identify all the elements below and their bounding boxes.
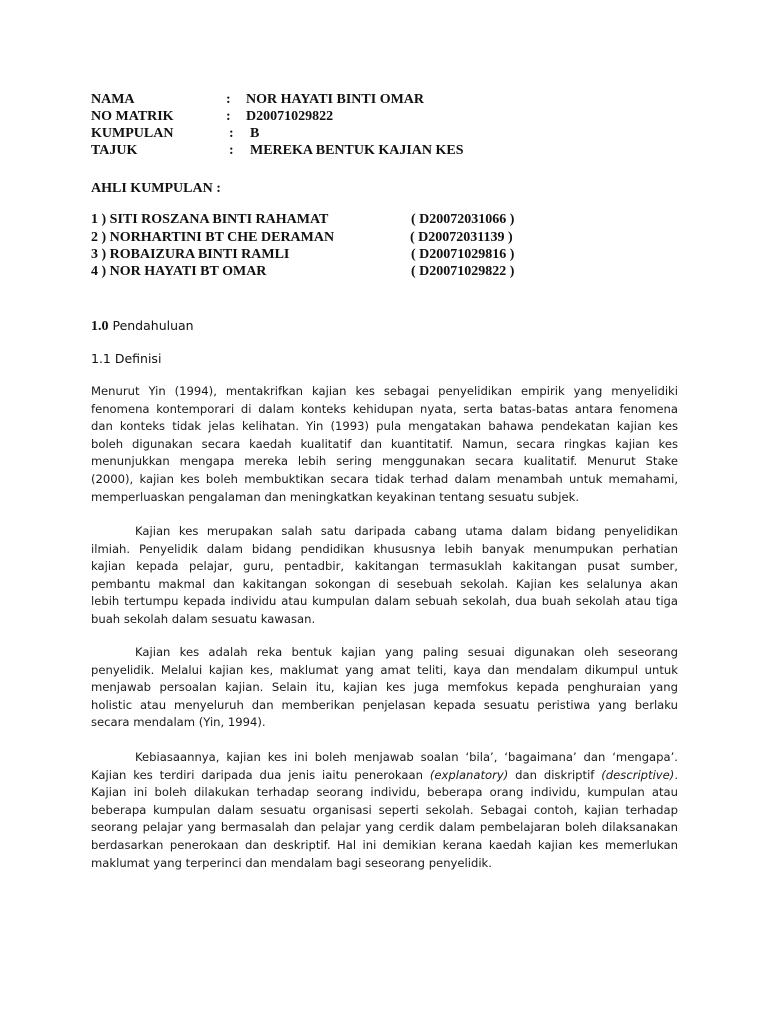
text-line: berdasarkan penerokaan dan deskriptif. Hal ini demikian kerana kaedah kajian kes memerlukan (91, 837, 678, 852)
members-title: AHLI KUMPULAN : (91, 181, 221, 196)
text-run: Kajian kes terdiri daripada dua jenis iaitu penerokaan (91, 767, 430, 782)
text-run: dan diskriptif (508, 767, 602, 782)
header-colon: : (226, 92, 231, 107)
text-line: secara mendalam (Yin, 1994). (91, 715, 266, 730)
text-line: ilmiah. Penyelidik dalam bidang pendidikan khususnya lebih banyak menumpukan perhatian (91, 541, 678, 556)
text-line: Kajian kes adalah reka bentuk kajian yang paling sesuai digunakan oleh seseorang (135, 645, 678, 659)
text-line: holistic atau menyeluruh dan memberikan penjelasan kepada sesuatu peristiwa yang berlaku (91, 697, 678, 712)
header-value: MEREKA BENTUK KAJIAN KES (250, 143, 464, 158)
header-key: NAMA (91, 92, 135, 107)
member-id: ( D20072031066 ) (411, 212, 515, 227)
text-line: buah sekolah dalam sesuatu kawasan. (91, 611, 316, 626)
paragraph-4 (91, 749, 678, 872)
text-line: seorang pelajar yang bermasalah dan pelajar yang cerdik dalam pembelajaran boleh dilaksanakan (91, 820, 678, 835)
text-line: pembantu makmal dan kakitangan sokongan di sesebuah sekolah. Kajian kes selalunya akan (91, 576, 678, 591)
header-colon: : (226, 109, 231, 124)
member-id: ( D20072031139 ) (410, 230, 513, 245)
text-line: lebih tertumpu kepada individu atau kumpulan dalam sebuah sekolah, dua buah sekolah atau tiga (91, 594, 678, 609)
paragraph-1 (91, 383, 678, 506)
header-key: TAJUK (91, 143, 138, 158)
text-line: fenomena kontemporari di dalam konteks kehidupan nyata, serta batas-batas antara fenomena (91, 401, 678, 416)
member-id: ( D20071029816 ) (411, 247, 515, 262)
member-name: 1 ) SITI ROSZANA BINTI RAHAMAT (91, 212, 329, 227)
text-line: (2000), kajian kes boleh membuktikan secara tidak terhad dalam menambah untuk memahami, (91, 471, 678, 486)
text-line: maklumat yang terperinci dan mendalam bagi seseorang penyelidik. (91, 855, 492, 870)
text-line: Kajian kes merupakan salah satu daripada cabang utama dalam bidang penyelidikan (135, 524, 678, 538)
header-key: NO MATRIK (91, 109, 174, 124)
paragraph-2 (91, 523, 678, 629)
text-run: . (674, 767, 679, 782)
member-name: 3 ) ROBAIZURA BINTI RAMLI (91, 247, 290, 262)
header-colon: : (229, 126, 234, 141)
member-name: 2 ) NORHARTINI BT CHE DERAMAN (91, 230, 335, 245)
text-line (91, 767, 678, 785)
header-value: D20071029822 (246, 109, 334, 124)
text-line: menunjukkan mengapa mereka lebih sering menggunakan secara kualitatif. Menurut Stake (91, 454, 678, 469)
text-line: memperluaskan pengalaman dan meningkatkan keyakinan tentang sesuatu subjek. (91, 489, 580, 504)
text-line: Kebiasaannya, kajian kes ini boleh menjawab soalan ‘bila’, ‘bagaimana’ dan ‘mengapa’. (135, 750, 678, 764)
header-key: KUMPULAN (91, 126, 174, 141)
section-heading (91, 317, 194, 335)
member-name: 4 ) NOR HAYATI BT OMAR (91, 264, 267, 279)
header-colon: : (229, 143, 234, 158)
header-value: B (250, 126, 260, 141)
section-title: Pendahuluan (108, 318, 194, 333)
italic-term: (explanatory) (429, 767, 509, 782)
text-line: dan konteks tidak jelas kelihatan. Yin (1993) pula mengatakan bahawa pendekatan kajian kes (91, 419, 678, 434)
text-line: boleh digunakan secara kaedah kualitatif dan kuantitatif. Namun, secara ringkas kajian kes (91, 436, 678, 451)
text-line: Menurut Yin (1994), mentakrifkan kajian kes sebagai penyelidikan empirik yang menyelidiki (91, 384, 678, 398)
text-line: beberapa kumpulan dalam sesuatu organisasi seperti sekolah. Sebagai contoh, kajian terhadap (91, 802, 678, 817)
paragraph-3 (91, 644, 678, 732)
text-line: Kajian ini boleh dilakukan terhadap seorang individu, beberapa orang individu, kumpulan atau (91, 785, 678, 800)
italic-term: (descriptive) (601, 767, 675, 782)
header-value: NOR HAYATI BINTI OMAR (246, 92, 425, 107)
text-line: penyelidik. Melalui kajian kes, maklumat yang amat teliti, kaya dan mendalam dikumpul untuk (91, 662, 678, 677)
subsection-heading: 1.1 Definisi (91, 351, 162, 366)
text-line: kajian kepada pelajar, guru, pentadbir, kakitangan termasuklah kakitangan pusat sumber, (91, 559, 678, 574)
text-line: menjawab persoalan kajian. Selain itu, kajian kes juga memfokus kepada penghuraian yang (91, 680, 678, 695)
member-id: ( D20071029822 ) (411, 264, 515, 279)
section-number: 1.0 (91, 319, 109, 334)
